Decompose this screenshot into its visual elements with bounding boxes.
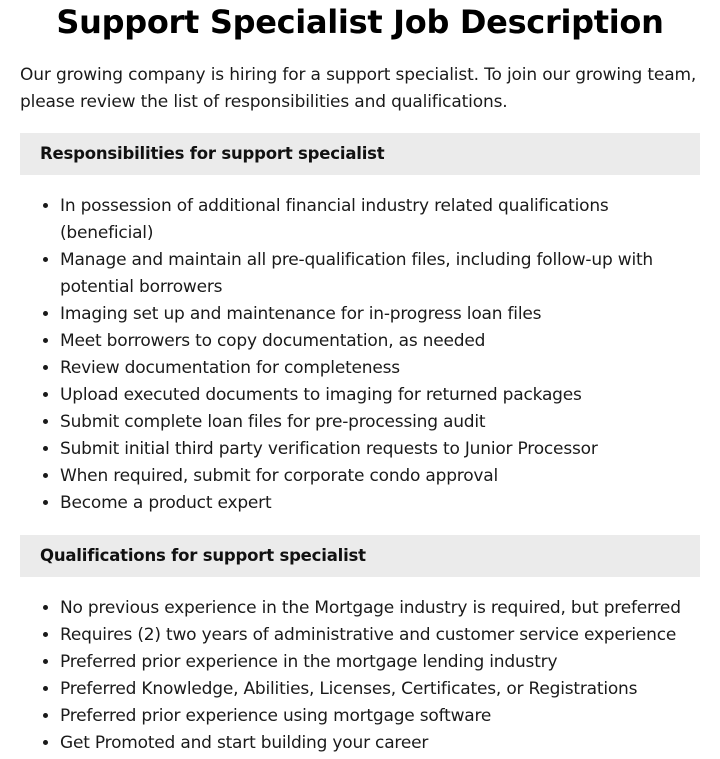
list-item: • Get Promoted and start building your career — [60, 730, 700, 757]
list-item: • Preferred prior experience using mortgage software — [60, 703, 700, 730]
qualifications-heading: Qualifications for support specialist — [20, 535, 700, 577]
list-item: • Review documentation for completeness — [60, 355, 700, 382]
qualifications-list — [20, 595, 700, 757]
list-item: • Submit initial third party verification requests to Junior Processor — [60, 436, 700, 463]
list-item: • No previous experience in the Mortgage industry is required, but preferred — [60, 595, 700, 622]
list-item: • Meet borrowers to copy documentation, as needed — [60, 328, 700, 355]
page-title: Support Specialist Job Description — [56, 3, 664, 41]
intro-paragraph: Our growing company is hiring for a support specialist. To join our growing team, please review the list of responsibilities and qualifications. — [20, 65, 697, 112]
list-item: • Become a product expert — [60, 490, 700, 517]
list-item: • When required, submit for corporate condo approval — [60, 463, 700, 490]
list-item: • Imaging set up and maintenance for in-progress loan files — [60, 301, 700, 328]
list-item: • Upload executed documents to imaging for returned packages — [60, 382, 700, 409]
list-item: • Preferred prior experience in the mortgage lending industry — [60, 649, 700, 676]
responsibilities-heading: Responsibilities for support specialist — [20, 133, 700, 175]
list-item: • Requires (2) two years of administrative and customer service experience — [60, 622, 700, 649]
list-item: • In possession of additional financial industry related qualifications (beneficial) — [60, 193, 700, 247]
list-item: • Preferred Knowledge, Abilities, Licenses, Certificates, or Registrations — [60, 676, 700, 703]
list-item: • Submit complete loan files for pre-processing audit — [60, 409, 700, 436]
list-item: • Manage and maintain all pre-qualification files, including follow-up with potential borrowers — [60, 247, 700, 301]
responsibilities-list — [20, 193, 700, 517]
